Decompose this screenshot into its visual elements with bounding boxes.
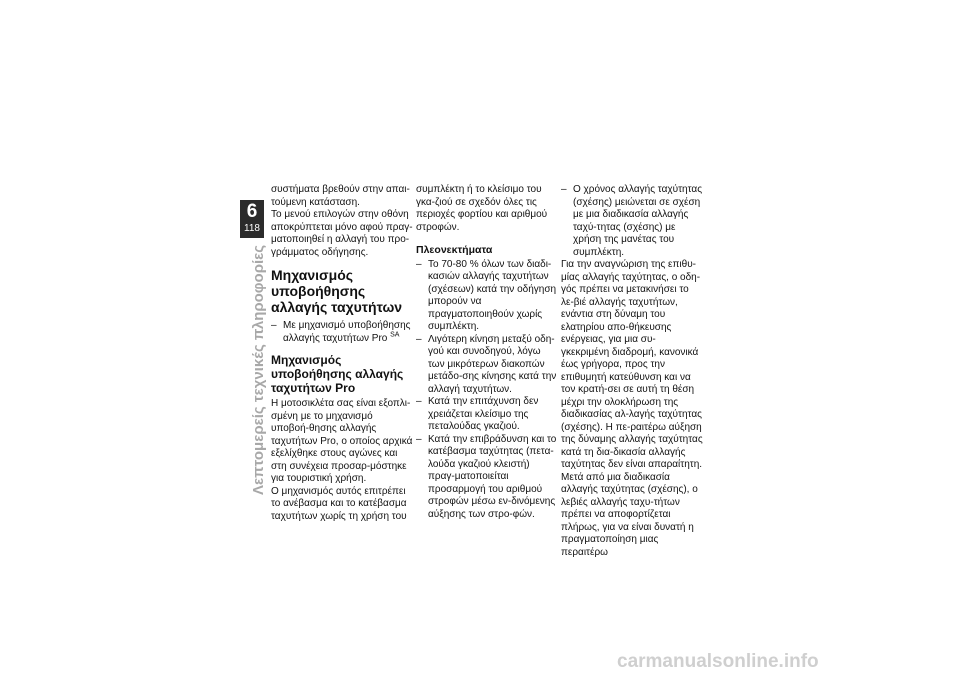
column-1-intro: συστήματα βρεθούν στην απαι-τούμενη κατάσταση. Το μενού επιλογών στην οθόνη αποκρύπτεται μόνο αφού πραγ-ματοποιηθεί η αλλαγή του προ-γράμματος οδήγησης. [271, 184, 413, 258]
chapter-marker [240, 200, 264, 238]
list-item: – Κατά την επιτάχυνση δεν χρειάζεται κλείσιμο της πεταλούδας γκαζιού. [416, 396, 558, 434]
text-column-3 [561, 184, 703, 559]
column-1-body: Η μοτοσικλέτα σας είναι εξοπλι-σμένη με το μηχανισμό υποβοή-θησης αλλαγής ταχυτήτων Pro, ο οποίος αρχικά εξελίχθηκε στους αγώνες και στη συνέχεια προσαρ-μόστηκε για τουριστική χρήση. Ο μηχανισμός αυτός επιτρέπει το ανέβασμα και το κατέβασμα ταχυτήτων χωρίς τη χρήση του [271, 398, 413, 522]
page-number: 118 [244, 223, 260, 234]
sa-marker: SA [390, 331, 400, 339]
chapter-number: 6 [246, 201, 258, 222]
list-item: – Το 70-80 % όλων των διαδι-κασιών αλλαγής ταχυτήτων (σχέσεων) κατά την οδήγηση μπορούν να πραγματοποιηθούν χωρίς συμπλέκτη. [416, 259, 558, 334]
list-item: – Κατά την επιβράδυνση και το κατέβασμα ταχύτητας (πετα-λούδα γκαζιού κλειστή) πραγ-ματοποιείται προσαρμογή του αριθμού στροφών μέσω εν-δινόμενης αύξησης των στρο-φών. [416, 434, 558, 522]
column-2-intro: συμπλέκτη ή το κλείσιμο του γκα-ζιού σε σχεδόν όλες τις περιοχές φορτίου και αριθμού στροφών. [416, 184, 548, 233]
section-heading-gear-assist: Μηχανισμός υποβοήθησης αλλαγής ταχυτήτων [271, 267, 403, 315]
equipment-list [271, 320, 413, 345]
watermark: carmanualsonline.info [617, 651, 819, 672]
text-column-1 [271, 184, 413, 523]
list-item: – Ο χρόνος αλλαγής ταχύτητας (σχέσης) μειώνεται σε σχέση με μια διαδικασία αλλαγής ταχύ-τητας (σχέσης) με χρήση της μανέτας του συμπλέκτη. [561, 184, 703, 259]
advantages-list-continued [561, 184, 703, 259]
column-3-body: Για την αναγνώριση της επιθυ-μίας αλλαγής ταχύτητας, ο οδη-γός πρέπει να μετακινήσει το λε-βιέ αλλαγής ταχυτήτων, ενάντια στη δύναμη του ελατηρίου απο-θήκευσης ενέργειας, για μια συ-γκεκριμένη διαδρομή, κανονικά έως γρήγορα, προς την επιθυμητή κατεύθυνση και να τον κρατή-σει σε αυτή τη θέση μέχρι την ολοκλήρωση της διαδικασίας αλ-λαγής ταχύτητας (σχέσης). Η πε-ραιτέρω αύξηση της δύναμης αλλαγής ταχύτητας κατά τη δια-δικασία αλλαγής ταχύτητας δεν είναι απαραίτητη. Μετά από μια διαδικασία αλλαγής ταχύτητας (σχέσης), ο λεβιές αλλαγής ταχυ-τήτων πρέπει να αποφορτίζεται πλήρως, για να είναι δυνατή η πραγματοποίηση μιας περαιτέρω [561, 259, 703, 558]
text-column-2 [416, 184, 558, 521]
advantages-list [416, 259, 558, 522]
advantages-heading: Πλεονεκτήματα [416, 244, 493, 256]
list-item: – Λιγότερη κίνηση μεταξύ οδη-γού και συνοδηγού, λόγω των μικρότερων διακοπών μετάδο-σης κίνησης κατά την αλλαγή ταχυτήτων. [416, 334, 558, 397]
subsection-heading-gear-assist-pro: Μηχανισμός υποβοήθησης αλλαγής ταχυτήτων Pro [271, 353, 404, 395]
list-item: – Με μηχανισμό υποβοήθησης αλλαγής ταχυτήτων Pro $^{SA}$ [271, 320, 413, 345]
section-side-label: Λεπτομερείς τεχνικές πληροφορίες [250, 244, 267, 495]
